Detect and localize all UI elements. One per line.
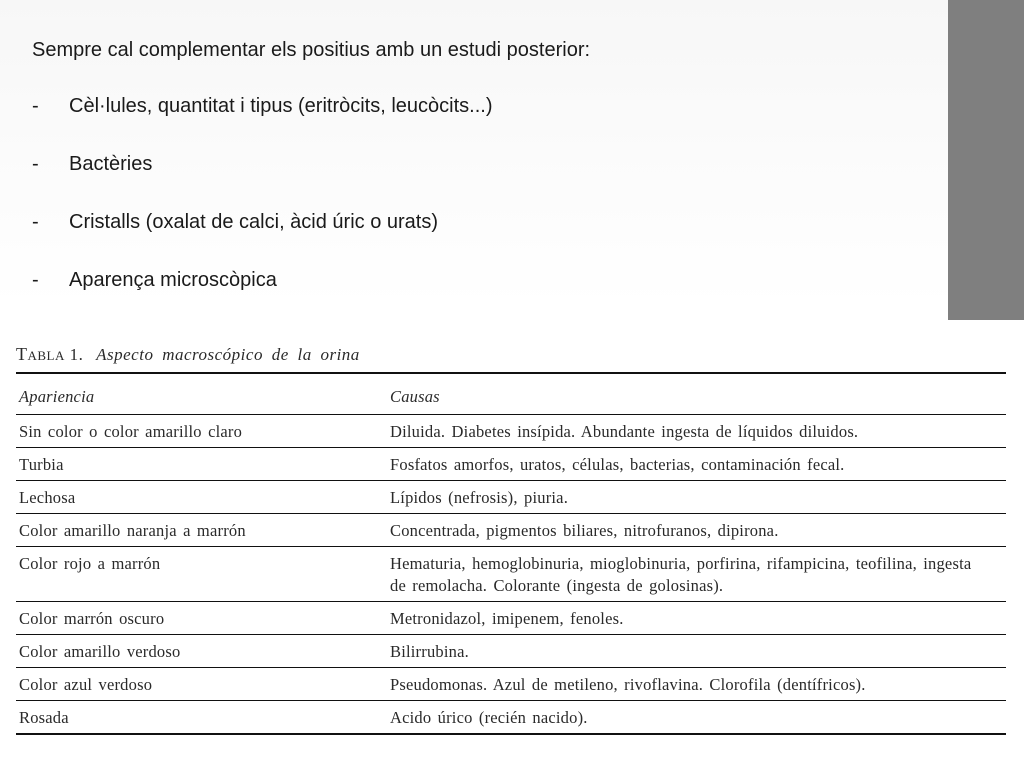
bullet-item [32, 210, 493, 234]
cell-causas: Bilirrubina. [390, 642, 469, 661]
header-apariencia: Apariencia [19, 387, 95, 406]
bullet-text: Bactèries [69, 153, 153, 175]
bullet-list [32, 94, 493, 326]
header-causas: Causas [390, 387, 440, 406]
table-row [16, 667, 1006, 700]
cell-causas: Fosfatos amorfos, uratos, células, bacterias, contaminación fecal. [390, 455, 845, 474]
cell-causas: Acido úrico (recién nacido). [390, 708, 588, 727]
cell-apariencia: Lechosa [19, 488, 76, 507]
cell-apariencia: Color amarillo naranja a marrón [19, 521, 246, 540]
bullet-item [32, 152, 493, 176]
table-row [16, 480, 1006, 513]
bullet-text: Cristalls (oxalat de calci, àcid úric o urats) [69, 211, 439, 233]
table-caption: Aspecto macroscópico de la orina [96, 345, 360, 364]
table-row [16, 700, 1006, 733]
table-label: Tabla [16, 344, 65, 364]
cell-causas: Pseudomonas. Azul de metileno, rivoflavina. Clorofila (dentífricos). [390, 675, 866, 694]
table-title [16, 340, 1006, 372]
table-row [16, 414, 1006, 447]
intro-text: Sempre cal complementar els positius amb un estudi posterior: [32, 39, 591, 61]
bullet-dash: - [32, 269, 39, 291]
cell-causas: Metronidazol, imipenem, fenoles. [390, 609, 624, 628]
cell-apariencia: Color azul verdoso [19, 675, 153, 694]
cell-causas: Lípidos (nefrosis), piuria. [390, 488, 569, 507]
bullet-dash: - [32, 153, 39, 175]
table-row [16, 634, 1006, 667]
cell-causas: Diluida. Diabetes insípida. Abundante ingesta de líquidos diluidos. [390, 422, 859, 441]
table-header-row [16, 374, 1006, 414]
cell-apariencia: Color rojo a marrón [19, 554, 161, 573]
side-accent-bar [948, 0, 1024, 320]
bullet-item [32, 94, 493, 118]
table-row [16, 447, 1006, 480]
table-row [16, 546, 1006, 601]
bullet-item [32, 268, 493, 292]
table-row [16, 513, 1006, 546]
bullet-dash: - [32, 211, 39, 233]
cell-apariencia: Rosada [19, 708, 69, 727]
table-number: 1. [69, 345, 84, 364]
cell-causas: Concentrada, pigmentos biliares, nitrofuranos, dipirona. [390, 521, 779, 540]
cell-causas: Hematuria, hemoglobinuria, mioglobinuria, porfirina, rifampicina, teofilina, ingesta de remolacha. Colorante (ingesta de golosinas). [390, 554, 972, 595]
cell-apariencia: Sin color o color amarillo claro [19, 422, 243, 441]
urine-appearance-table [16, 340, 1006, 735]
cell-apariencia: Color marrón oscuro [19, 609, 165, 628]
cell-apariencia: Color amarillo verdoso [19, 642, 181, 661]
bullet-dash: - [32, 95, 39, 117]
bullet-text: Aparença microscòpica [69, 269, 277, 291]
table-row [16, 601, 1006, 634]
cell-apariencia: Turbia [19, 455, 64, 474]
bullet-text: Cèl·lules, quantitat i tipus (eritròcits, leucòcits...) [69, 95, 493, 117]
table-grid [16, 372, 1006, 735]
